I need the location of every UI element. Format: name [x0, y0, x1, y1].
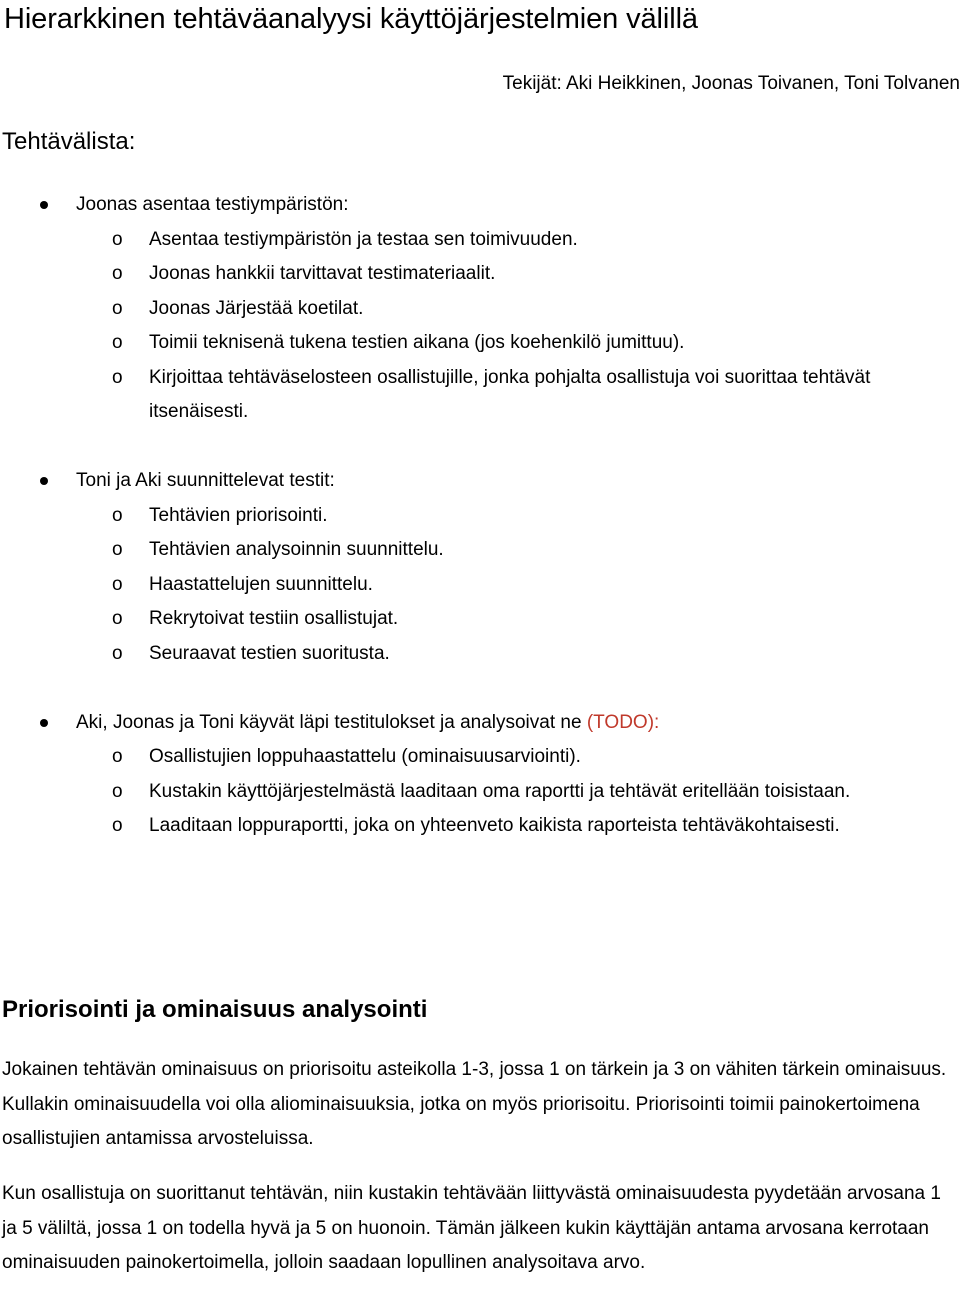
subtask-item — [0, 568, 960, 603]
circle-bullet-icon: o — [112, 504, 123, 526]
task-text: Aki, Joonas ja Toni käyvät läpi testitulokset ja analysoivat ne — [76, 711, 587, 733]
circle-bullet-icon: o — [112, 297, 123, 319]
subtask-item — [0, 223, 960, 258]
subtask-item — [0, 326, 960, 361]
subtask-text: Tehtävien analysoinnin suunnittelu. — [149, 539, 444, 560]
subtask-text: Haastattelujen suunnittelu. — [149, 573, 373, 595]
task-item — [0, 188, 960, 430]
subtask-text: Seuraavat testien suoritusta. — [149, 642, 390, 664]
subtask-item — [0, 361, 960, 430]
circle-bullet-icon: o — [112, 815, 123, 836]
task-text: Toni ja Aki suunnittelevat testit: — [76, 470, 335, 491]
subtask-list — [0, 499, 960, 672]
circle-bullet-icon: o — [112, 332, 123, 353]
subtask-text: Osallistujien loppuhaastattelu (ominaisuusarviointi). — [149, 746, 581, 767]
subtask-text: Joonas Järjestää koetilat. — [149, 297, 364, 319]
subtask-item — [0, 637, 960, 672]
task-list-heading: Tehtävälista: — [2, 128, 136, 155]
subtask-text: Rekrytoivat testiin osallistujat. — [149, 608, 399, 629]
subtask-text: Toimii teknisenä tukena testien aikana (jos koehenkilö jumittuu). — [149, 332, 685, 353]
todo-marker: (TODO): — [586, 711, 660, 733]
bullet-icon — [40, 719, 48, 727]
circle-bullet-icon: o — [112, 539, 123, 560]
subtask-text: Kirjoittaa tehtäväselosteen osallistujille, jonka pohjalta osallistuja voi suorittaa tehtävät itsenäisesti. — [149, 366, 871, 422]
subtask-item — [0, 740, 960, 775]
subtask-item — [0, 602, 960, 637]
authors-line: Tekijät: Aki Heikkinen, Joonas Toivanen, Toni Tolvanen — [502, 73, 960, 94]
task-heading — [0, 464, 960, 499]
subtask-item — [0, 809, 960, 844]
subtask-item — [0, 257, 960, 292]
task-list — [0, 188, 960, 844]
subtask-item — [0, 775, 960, 810]
section-heading: Priorisointi ja ominaisuus analysointi — [2, 996, 428, 1023]
bullet-icon — [40, 201, 48, 209]
circle-bullet-icon: o — [112, 746, 123, 767]
paragraph-rating: Kun osallistuja on suorittanut tehtävän, niin kustakin tehtävään liittyvästä ominaisuudesta pyydetään arvosana 1 ja 5 väliltä, jossa 1 on todella hyvä ja 5 on huonoin. Tämän jälkeen kukin käyttäjän antama arvosana kerrotaan ominaisuuden painokertoimella, jolloin saadaan lopullinen analysoitava arvo. — [2, 1183, 941, 1273]
task-item — [0, 706, 960, 844]
circle-bullet-icon: o — [112, 228, 123, 250]
subtask-list — [0, 740, 960, 844]
task-heading — [0, 188, 960, 223]
subtask-text: Joonas hankkii tarvittavat testimateriaalit. — [149, 263, 496, 284]
circle-bullet-icon: o — [112, 780, 123, 802]
subtask-text: Kustakin käyttöjärjestelmästä laaditaan oma raportti ja tehtävät eritellään toisistaan. — [149, 780, 851, 802]
subtask-text: Asentaa testiympäristön ja testaa sen toimivuuden. — [149, 228, 578, 250]
paragraph-prioritization: Jokainen tehtävän ominaisuus on priorisoitu asteikolla 1-3, jossa 1 on tärkein ja 3 on vähiten tärkein ominaisuus. Kullakin ominaisuudella voi olla aliominaisuuksia, jotka on myös priorisoitu. Priorisointi toimii painokertoimena osallistujien antamissa arvosteluissa. — [2, 1059, 947, 1149]
bullet-icon — [40, 477, 48, 485]
subtask-text: Laaditaan loppuraportti, joka on yhteenveto kaikista raporteista tehtäväkohtaisesti. — [149, 815, 840, 836]
document-title: Hierarkkinen tehtäväanalyysi käyttöjärjestelmien välillä — [4, 3, 698, 35]
circle-bullet-icon: o — [112, 608, 123, 629]
circle-bullet-icon: o — [112, 263, 123, 284]
task-text: Joonas asentaa testiympäristön: — [76, 194, 349, 215]
subtask-item — [0, 499, 960, 534]
circle-bullet-icon: o — [112, 573, 123, 595]
subtask-item — [0, 533, 960, 568]
task-item — [0, 464, 960, 671]
subtask-list — [0, 223, 960, 430]
circle-bullet-icon: o — [112, 366, 123, 388]
circle-bullet-icon: o — [112, 642, 123, 664]
subtask-text: Tehtävien priorisointi. — [149, 504, 328, 526]
task-heading — [0, 706, 960, 741]
subtask-item — [0, 292, 960, 327]
